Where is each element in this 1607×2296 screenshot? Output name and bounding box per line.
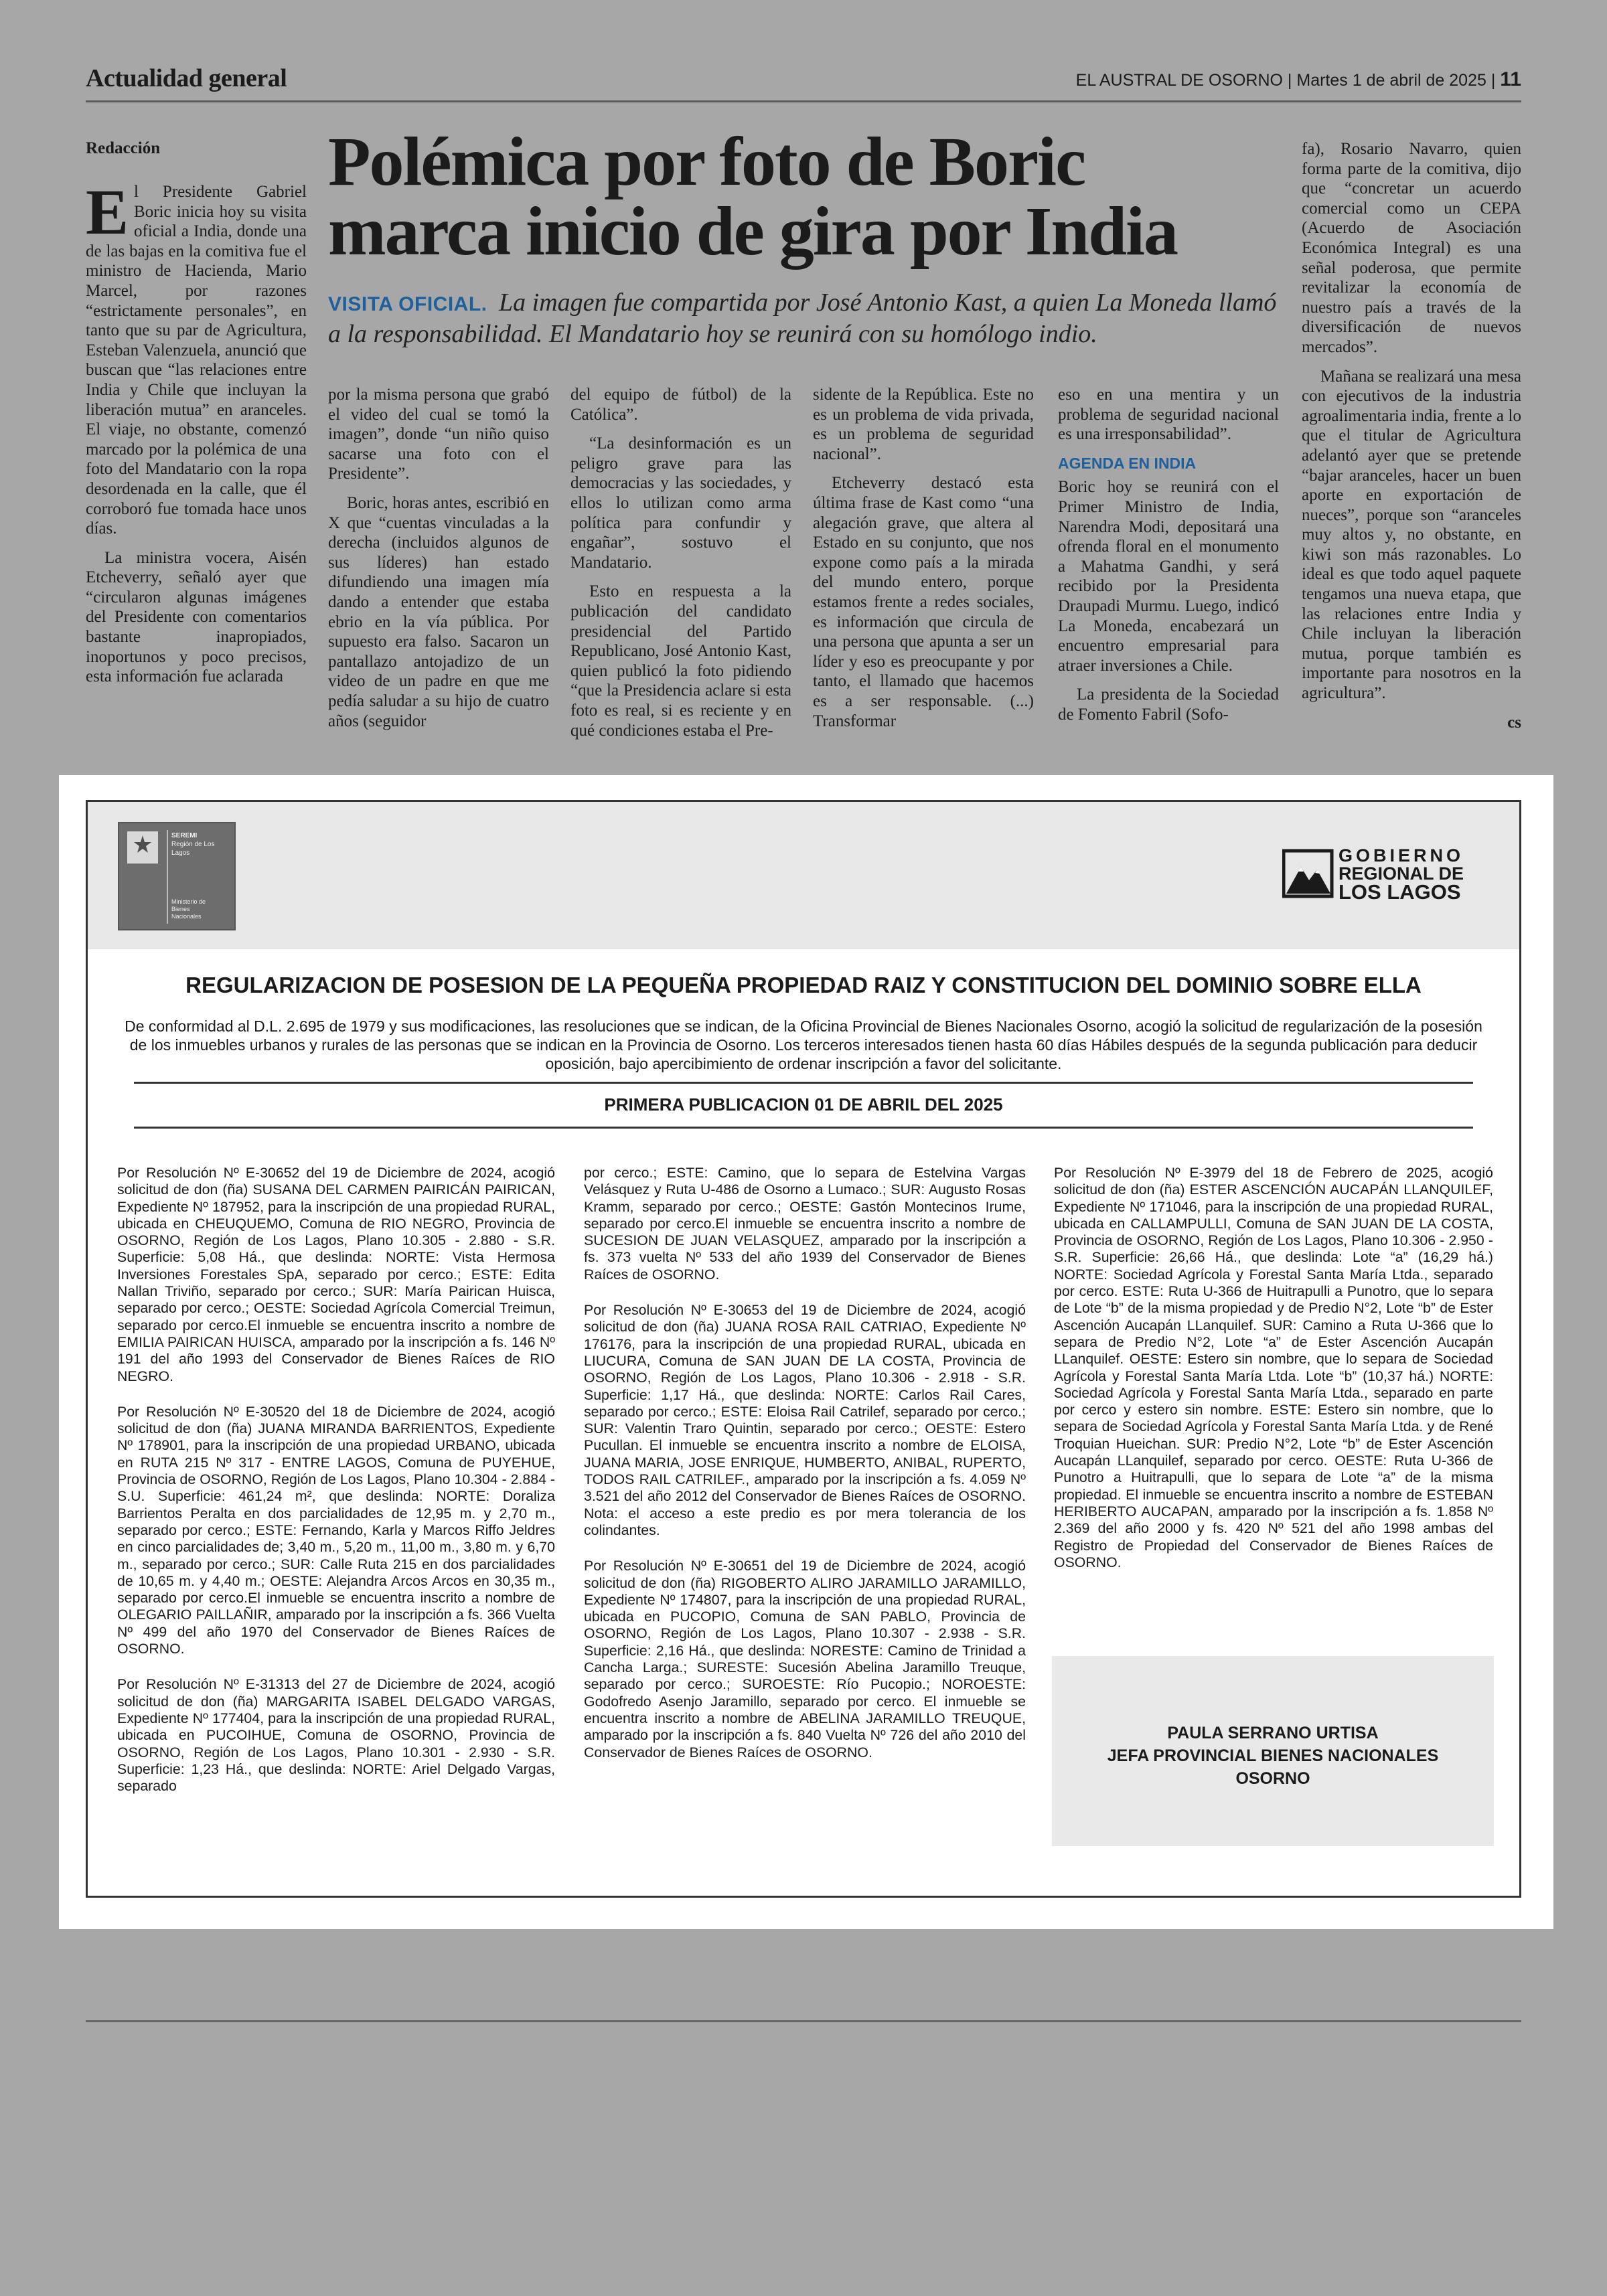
headline-line-2: marca inicio de gira por India — [328, 193, 1177, 270]
paragraph: por la misma persona que grabó el video del cual se tomó la imagen”, donde “un niño quiso sacarse una foto con el Presidente”. — [328, 386, 549, 483]
paragraph: “La desinformación es un peligro grave para las democracias y las sociedades, y ellos lo utilizan como arma política para confundir y engañar”, sostuvo el Mandatario. — [570, 434, 791, 572]
seremi-logo — [118, 822, 236, 930]
logo-text: LOS LAGOS — [1338, 880, 1461, 904]
paragraph: Esto en respuesta a la publicación del candidato presidencial del Partido Republicano, José Antonio Kast, quien publicó la foto pidiendo “que la Presidencia aclare si esta foto es real, si es reciente y en qué condiciones estaba el Pre- — [570, 582, 791, 740]
gobierno-regional-logo — [1282, 845, 1490, 904]
byline: Redacción — [86, 139, 161, 157]
signatory-position: JEFA PROVINCIAL BIENES NACIONALES — [1107, 1746, 1439, 1765]
dropcap: E — [86, 176, 129, 248]
logo-text: Nacionales — [171, 913, 202, 920]
section-title: Actualidad general — [86, 64, 287, 92]
logo-text: Región de Los Lagos — [171, 841, 215, 857]
notice-column-3 — [1054, 1165, 1493, 1590]
resolution-entry: por cerco.; ESTE: Camino, que lo separa de Estelvina Vargas Velásquez y Ruta U-486 de Osorno a Lumaco.; SUR: Augusto Rosas Kramm, separado por cerco.; OESTE: Gastón Montecinos Irume, separado por cerco.El inmueble se encuentra inscrito a nombre de SUCESION DE JUAN VELASQUEZ, amparado por la inscripción a fs. 373 vuelta Nº 533 del año 1939 del Conservador de Bienes Raíces de OSORNO. — [584, 1165, 1026, 1283]
logo-text: SEREMI — [171, 832, 198, 839]
article-column-4 — [813, 385, 1034, 740]
subhead: AGENDA EN INDIA — [1058, 454, 1197, 472]
paragraph: La presidenta de la Sociedad de Fomento Fabril (Sofo- — [1058, 685, 1279, 724]
signature-box — [1052, 1656, 1494, 1846]
paragraph: Boric, horas antes, escribió en X que “cuentas vinculadas a la derecha (incluidos algunos de sus líderes) han estado difundiendo una imagen mía dando a entender que estaba ebrio en la vía pública. Por supuesto era falso. Sacaron un pantallazo antojadizo de un video de un padre en que me pedía saludar a su hijo de cuatro años (seguidor — [328, 493, 549, 730]
folio-text: EL AUSTRAL DE OSORNO | Martes 1 de abril de 2025 | — [1075, 71, 1496, 90]
logo-text: Bienes — [171, 906, 190, 912]
resolution-entry: Por Resolución Nº E-30653 del 19 de Diciembre de 2024, acogió solicitud de don (ña) JUANA ROSA RAIL CATRIAO, Expediente Nº 176176, para la inscripción de una propiedad RURAL, ubicada en LIUCURA, Comuna de SAN JUAN DE LA COSTA, Provincia de OSORNO, Región de Los Lagos, Plano 10.306 - 2.918 - S.R. Superficie: 1,17 Há., que deslinda: NORTE: Carlos Rail Cares, separado por cerco.; ESTE: Eloisa Rail Catrilef, separado por cerco.; SUR: Valentin Traro Quintin, separado por cerco.; OESTE: Estero Pucullan. El inmueble se encuentra inscrito a nombre de ELOISA, JUANA MARIA, JOSE ENRIQUE, HUMBERTO, ANIBAL, RUPERTO, TODOS RAIL CATRILEF., amparado por la inscripción a fs. 4.059 Nº 3.521 del año 2012 del Conservador de Bienes Raíces de OSORNO. Nota: el acceso a este predio es por mera tolerancia de los colindantes. — [584, 1302, 1026, 1538]
divider — [134, 1127, 1473, 1129]
header-rule — [86, 100, 1521, 102]
notice-column-1 — [117, 1165, 555, 1813]
paragraph: La ministra vocera, Aisén Etcheverry, señaló ayer que “circularon algunas imágenes del Presidente con comentarios bastante inapropiados, inoportunos y poco precisos, esta información fue aclarada — [86, 548, 307, 686]
divider — [134, 1082, 1473, 1084]
article-column-6 — [1302, 139, 1521, 732]
paragraph: fa), Rosario Navarro, quien forma parte de la comitiva, dijo que “concretar un acuerdo comercial como un CEPA (Acuerdo de Asociación Económica Integral) es una señal poderosa, que permite revitalizar la economía de nuestro país a través de la diversificación de nuevos mercados”. — [1302, 140, 1521, 356]
resolution-entry: Por Resolución Nº E-30651 del 19 de Diciembre de 2024, acogió solicitud de don (ña) RIGOBERTO ALIRO JARAMILLO JARAMILLO, Expediente Nº 174807, para la inscripción de una propiedad RURAL, ubicada en PUCOPIO, Comuna de SAN PABLO, Provincia de OSORNO, Región de Los Lagos, Plano 10.307 - 2.938 - S.R. Superficie: 2,16 Há., que deslinda: NORESTE: Camino de Trinidad a Cancha Larga.; SURESTE: Sucesión Abelina Jaramillo Treuque, separado por cerco.; SUROESTE: Río Pucopio.; NOROESTE: Godofredo Asenjo Jaramillo, separado por cerco. El inmueble se encuentra inscrito a nombre de ABELINA JARAMILLO TREUQUE, amparado por la inscripción a fs. 840 Vuelta Nº 726 del año 2010 del Conservador de Bienes Raíces de OSORNO. — [584, 1558, 1026, 1760]
paragraph: Mañana se realizará una mesa con ejecutivos de la industria agroalimentaria india, frente a lo que el titular de Agricultura adelantó ayer que se pretende “bajar aranceles, hacer un buen aporte en exportación de nueces”, porque son “aranceles muy altos y, no obstante, en kiwi son más razonables. Lo ideal es que todo aquel paquete tengamos una nueva etapa, que las relaciones entre India y Chile incluyan la liberación mutua, porque también es importante para nosotros en la agricultura”. — [1302, 367, 1521, 703]
headline — [328, 123, 1279, 270]
notice-column-2 — [584, 1165, 1026, 1780]
signatory-place: OSORNO — [1235, 1769, 1310, 1788]
paragraph: Boric hoy se reunirá con el Primer Ministro de India, Narendra Modi, depositará una ofrenda floral en el monumento a Mahatma Gandhi, y será recibido por la Presidenta Draupadi Murmu. Luego, indicó La Moneda, encabezará un encuentro empresarial para atraer inversiones a Chile. — [1058, 478, 1279, 675]
footer-rule — [86, 2020, 1521, 2022]
resolution-entry: Por Resolución Nº E-31313 del 27 de Diciembre de 2024, acogió solicitud de don (ña) MARGARITA ISABEL DELGADO VARGAS, Expediente Nº 177404, para la inscripción de una propiedad RURAL, ubicada en PUCOIHUE, Comuna de OSORNO, Provincia de OSORNO, Región de Los Lagos, Plano 10.301 - 2.930 - S.R. Superficie: 1,23 Há., que deslinda: NORTE: Ariel Delgado Vargas, separado — [117, 1676, 555, 1795]
paragraph: del equipo de fútbol) de la Católica”. — [570, 386, 791, 424]
article-lead — [328, 288, 1279, 349]
article-column-2 — [328, 385, 549, 740]
lead-text: La imagen fue compartida por José Antonio Kast, a quien La Moneda llamó a la responsabilidad. El Mandatario hoy se reunirá con su homólogo indio. — [328, 289, 1277, 348]
logo-text: GOBIERNO — [1338, 845, 1464, 866]
paragraph: Etcheverry destacó esta última frase de Kast como “una alegación grave, que altera al Estado en su conjunto, que nos expone como país a la mirada del mundo entero, porque estamos frente a redes sociales, es información que circula de una persona que apunta a ser un líder y eso es preocupante y por tanto, el llamado que hacemos es a ser responsable. (...) Transformar — [813, 474, 1034, 730]
logo-text: REGIONAL DE — [1338, 864, 1464, 884]
logo-text: Ministerio de — [171, 898, 206, 905]
headline-line-1: Polémica por foto de Boric — [328, 123, 1085, 200]
notice-intro: De conformidad al D.L. 2.695 de 1979 y sus modificaciones, las resoluciones que se indican, de la Oficina Provincial de Bienes Nacionales Osorno, acogió la solicitud de regularización de la posesión de los inmuebles urbanos y rurales de las personas que se indican en la Provincia de Osorno. Los terceros interesados tienen hasta 60 días Hábiles después de la segunda publicación para deducir oposición, bajo apercibimiento de ordenar inscripción a favor del solicitante. — [125, 1017, 1482, 1072]
article-column-3 — [570, 385, 791, 750]
notice-title: REGULARIZACION DE POSESION DE LA PEQUEÑA PROPIEDAD RAIZ Y CONSTITUCION DEL DOMINIO SOBRE ELLA — [185, 973, 1422, 997]
paragraph: eso en una mentira y un problema de seguridad nacional es una irresponsabilidad”. — [1058, 386, 1279, 444]
page-number: 11 — [1500, 68, 1521, 90]
paragraph: sidente de la República. Este no es un problema de vida privada, es un problema de seguridad nacional”. — [813, 386, 1034, 463]
publication-line: PRIMERA PUBLICACION 01 DE ABRIL DEL 2025 — [604, 1094, 1003, 1115]
end-mark: cs — [1507, 713, 1521, 732]
resolution-entry: Por Resolución Nº E-30520 del 18 de Diciembre de 2024, acogió solicitud de don (ña) JUANA MIRANDA BARRIENTOS, Expediente Nº 178901, para la inscripción de una propiedad URBANO, ubicada en RUTA 215 Nº 317 - ENTRE LAGOS, Comuna de PUYEHUE, Provincia de OSORNO, Región de Los Lagos, Plano 10.304 - 2.884 - S.U. Superficie: 461,24 m², que deslinda: NORTE: Doraliza Barrientos Peralta en dos parcialidades de 12,95 m. y 2,70 m., separado por cerco.; ESTE: Fernando, Karla y Marcos Riffo Jeldres en cinco parcialidades de; 3,40 m., 5,20 m., 11,00 m., 3,80 m. y 6,70 m., separado por cerco.; SUR: Calle Ruta 215 en dos parcialidades de 10,65 m. y 4,40 m.; OESTE: Alejandra Arcos Arcos en 30,35 m., separado por cerco.El inmueble se encuentra inscrito a nombre de OLEGARIO PAILLAÑIR, amparado por la inscripción a fs. 366 Vuelta Nº 499 del año 1970 del Conservador de Bienes Raíces de OSORNO. — [117, 1403, 555, 1657]
gobierno-wordmark — [1338, 845, 1464, 904]
mountains-icon — [1282, 847, 1334, 900]
signature — [1052, 1722, 1494, 1790]
kicker: VISITA OFICIAL. — [328, 293, 487, 315]
resolution-entry: Por Resolución Nº E-3979 del 18 de Febrero de 2025, acogió solicitud de don (ña) ESTER ASCENCIÓN AUCAPÁN LLANQUILEF, Expediente Nº 171046, para la inscripción de una propiedad RURAL, ubicada en CALLAMPULLI, Comuna de SAN JUAN DE LA COSTA, Provincia de OSORNO, Región de Los Lagos, Plano 10.306 - 2.950 - S.R. Superficie: 26,66 Há., que deslinda: Lote “a” (16,29 há.) NORTE: Sociedad Agrícola y Forestal Santa María Ltda., separado por cerco. ESTE: Ruta U-366 de Huitrapulli a Punotro, que lo separa de Lote “b” de la misma propiedad y de Predio N°2, Lote “b” de Ester Ascención Aucapán LLanquilef. SUR: Camino a Ruta U-366 que lo separa de Predio N°2, Lote “a” de Ester Ascención Aucapán LLanquilef. OESTE: Estero sin nombre, que lo separa de Sociedad Agrícola y Forestal Santa María Ltda. Lote “b” (10,37 há.) NORTE: Sociedad Agrícola y Forestal Santa María Ltda., separado en parte por cerco y estero sin nombre. ESTE: Estero sin nombre, que lo separa de Sociedad Agrícola y Forestal Santa María Ltda. y de René Troquian Hueichan. SUR: Predio N°2, Lote “b” de Ester Ascención Aucapán LLanquilef, separado por cerco. OESTE: Ruta U-366 de Punotro a Huitrapulli, que lo separa de Lote “a” de la misma propiedad. El inmueble se encuentra inscrito a nombre de ESTEBAN HERIBERTO AUCAPAN, amparado por la inscripción a fs. 1.858 Nº 2.369 del año 2000 y fs. 420 Nº 521 del año 1998 ambas del Registro de Propiedad del Conservador de Bienes Raíces de OSORNO. — [1054, 1165, 1493, 1570]
signatory-name: PAULA SERRANO URTISA — [1167, 1724, 1379, 1742]
folio — [1076, 68, 1521, 91]
resolution-entry: Por Resolución Nº E-30652 del 19 de Diciembre de 2024, acogió solicitud de don (ña) SUSANA DEL CARMEN PAIRICÁN PAIRICAN, Expediente Nº 187952, para la inscripción de una propiedad RURAL, ubicada en CHEUQUEMO, Comuna de RIO NEGRO, Provincia de OSORNO, Región de Los Lagos, Plano 10.305 - 2.880 - S.R. Superficie: 5,08 Há., que deslinda: NORTE: Vista Hermosa Inversiones Forestales SpA, separado por cerco.; ESTE: Edita Nallan Triviño, separado por cerco.; SUR: María Pairican Huisca, separado por cerco.; OESTE: Sociedad Agrícola Comercial Treimun, separado por cerco.El inmueble se encuentra inscrito a nombre de EMILIA PAIRICAN HUISCA, amparado por la inscripción a fs. 146 Nº 191 del año 1993 del Conservador de Bienes Raíces de RIO NEGRO. — [117, 1165, 555, 1384]
article-column-1 — [86, 176, 307, 696]
paragraph: l Presidente Gabriel Boric inicia hoy su visita oficial a India, donde una de las bajas en la comitiva fue el ministro de Hacienda, Mario Marcel, por razones “estrictamente personales”, en tanto que su par de Agricultura, Esteban Valenzuela, anunció que buscan que “las relaciones entre India y Chile que incluyan la liberación mutua” en aranceles. El viaje, no obstante, comenzó marcado por la polémica de una foto del Mandatario con la ropa desordenada en la calle, que él corroboró fue tomada hace unos días. — [86, 183, 307, 538]
article-column-5 — [1058, 385, 1279, 734]
